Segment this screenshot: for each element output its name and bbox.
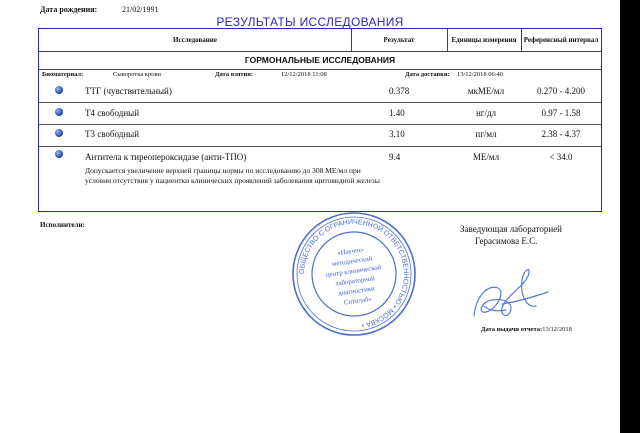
stamp-line: «Научно- <box>336 246 365 258</box>
issue-date-line <box>481 326 572 333</box>
header-result: Результат <box>351 29 448 51</box>
test-reference: 2.38 - 4.37 <box>541 129 581 139</box>
report-title: РЕЗУЛЬТАТЫ ИССЛЕДОВАНИЯ <box>216 15 404 29</box>
header-units: Единицы измерения <box>447 29 522 51</box>
sample-meta <box>39 70 601 80</box>
test-unit: мкМЕ/мл <box>467 86 505 96</box>
delivered-label: Дата доставки: <box>405 71 450 78</box>
signature-image <box>466 246 576 326</box>
test-reference: 0.270 - 4.200 <box>537 86 585 96</box>
test-name: ТТГ (чувствительный) <box>85 86 172 96</box>
row-divider <box>39 124 601 125</box>
row-divider <box>39 102 601 103</box>
lab-stamp-seal <box>290 210 418 338</box>
test-unit: МЕ/мл <box>472 152 500 162</box>
stamp-line: диагностики <box>337 285 376 298</box>
test-result: 0.378 <box>389 86 410 96</box>
test-note: Допускается увеличение верхней границы нормы по исследованию до 308 МЕ/мл при условии отсутствия у пациентки клинических проявлений заболевания щитовидной железы <box>85 166 380 185</box>
table-header <box>39 29 601 52</box>
test-name: Антитела к тиреопероксидазе (анти-ТПО) <box>85 152 247 162</box>
issue-date-value: 13/12/2018 <box>542 326 572 333</box>
lab-head-title: Заведующая лабораторией <box>460 224 562 234</box>
stamp-line: лабораторной <box>334 275 376 288</box>
performers-label: Исполнители: <box>40 221 85 229</box>
test-unit: пг/мл <box>475 129 497 139</box>
collected-value: 12/12/2018 11:08 <box>281 71 327 78</box>
stamp-line: центр клинической <box>325 264 382 279</box>
collected-label: Дата взятия: <box>215 71 253 78</box>
section-title: ГОРМОНАЛЬНЫЕ ИССЛЕДОВАНИЯ <box>39 51 601 70</box>
test-result: 1.40 <box>389 108 405 118</box>
bullet-icon <box>55 129 63 137</box>
test-unit: нг/дл <box>475 108 497 118</box>
test-result: 9.4 <box>389 152 401 162</box>
delivered-value: 13/12/2018 06:40 <box>457 71 504 78</box>
biomaterial-label: Биоматериал: <box>42 71 84 78</box>
header-test: Исследование <box>39 29 352 51</box>
test-name: Т4 свободный <box>85 108 140 118</box>
birth-date-value: 21/02/1991 <box>122 5 159 14</box>
row-divider <box>39 146 601 147</box>
test-reference: < 34.0 <box>549 152 573 162</box>
header-reference: Референсный интервал <box>523 36 599 44</box>
bullet-icon <box>55 108 63 116</box>
results-table <box>38 28 602 212</box>
stamp-ring-text: ОБЩЕСТВО С ОГРАНИЧЕННОЙ ОТВЕТСТВЕННОСТЬЮ • МОСКВА • <box>298 218 410 329</box>
stamp-line: методический <box>331 255 373 268</box>
test-reference: 0.97 - 1.58 <box>541 108 581 118</box>
bullet-icon <box>55 86 63 94</box>
biomaterial-value: Сыворотка крови <box>113 71 162 78</box>
lab-head-name: Герасимова Е.С. <box>475 236 538 246</box>
stamp-line: Ситилаб» <box>343 295 373 307</box>
issue-date-label: Дата выдачи отчета: <box>481 326 543 333</box>
test-result: 3.10 <box>389 129 405 139</box>
birth-date-line <box>40 5 159 14</box>
test-name: Т3 свободный <box>85 129 140 139</box>
bullet-icon <box>55 150 63 158</box>
birth-date-label: Дата рождения: <box>40 5 98 14</box>
